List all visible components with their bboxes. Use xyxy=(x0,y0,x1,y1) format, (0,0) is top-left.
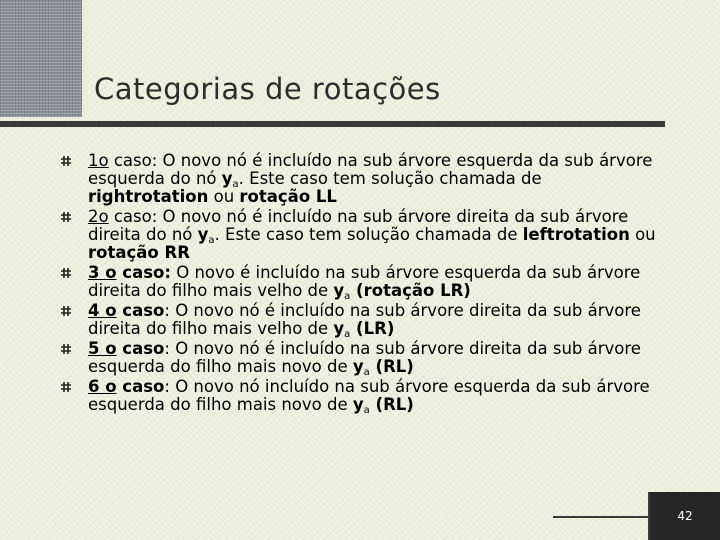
node-symbol: $y_a$ xyxy=(221,169,239,190)
rotation-name: (RL) xyxy=(369,357,414,376)
case-text: : O novo nó é incluído na sub árvore direita da sub árvore direita do filho mais velho de xyxy=(88,301,641,338)
case-text: : O novo nó é incluído na sub árvore direita da sub árvore direita do nó xyxy=(88,207,629,244)
rotation-name: (rotação LR) xyxy=(350,281,471,300)
bullet-item-case-6 xyxy=(60,378,660,414)
case-text: : O novo nó é incluído na sub árvore esquerda da sub árvore esquerda do nó xyxy=(88,151,653,188)
node-symbol: $y_a$ xyxy=(333,319,351,340)
bullet-list xyxy=(60,152,660,416)
case-label: caso xyxy=(116,377,165,396)
footer-rule xyxy=(553,516,648,518)
case-label: caso xyxy=(108,151,152,170)
hash-bullet-icon xyxy=(60,343,72,355)
node-symbol: $y_a$ xyxy=(352,357,370,378)
hash-bullet-icon xyxy=(60,211,72,223)
bullet-item-case-2 xyxy=(60,208,660,262)
case-label: caso xyxy=(108,207,152,226)
hash-bullet-icon xyxy=(60,305,72,317)
case-text: . Este caso tem solução chamada de xyxy=(238,169,542,188)
case-text: ou xyxy=(629,225,656,244)
node-symbol: $y_a$ xyxy=(352,395,370,416)
case-number: 5 o xyxy=(88,339,117,358)
case-label: caso xyxy=(116,339,165,358)
case-text: O novo é incluído na sub árvore esquerda da sub árvore direita do filho mais velho de xyxy=(88,263,641,300)
case-number: 1o xyxy=(88,151,109,170)
title-divider xyxy=(0,121,665,127)
case-number: 2o xyxy=(88,207,109,226)
slide-title: Categorias de rotações xyxy=(94,72,441,106)
bullet-item-case-4 xyxy=(60,302,660,338)
node-symbol: $y_a$ xyxy=(333,281,351,302)
case-text: : O novo nó é incluído na sub árvore direita da sub árvore esquerda do filho mais novo de xyxy=(88,339,641,376)
rotation-name: (RL) xyxy=(369,395,414,414)
hash-bullet-icon xyxy=(60,155,72,167)
case-number: 6 o xyxy=(88,377,117,396)
case-number: 4 o xyxy=(88,301,117,320)
rotation-name: leftrotation xyxy=(522,225,630,244)
page-number: 42 xyxy=(650,492,720,540)
hash-bullet-icon xyxy=(60,267,72,279)
node-symbol: $y_a$ xyxy=(197,225,215,246)
case-text: : O novo nó incluído na sub árvore esquerda da sub árvore esquerda do filho mais novo de xyxy=(88,377,650,414)
rotation-name: rotação LL xyxy=(239,187,337,206)
rotation-name: (LR) xyxy=(350,319,395,338)
rotation-name: rightrotation xyxy=(88,187,209,206)
bullet-item-case-1 xyxy=(60,152,660,206)
rotation-name: rotação RR xyxy=(88,243,190,262)
bullet-item-case-3 xyxy=(60,264,660,300)
corner-decoration xyxy=(0,0,82,117)
case-text: . Este caso tem solução chamada de xyxy=(214,225,523,244)
case-label: caso xyxy=(116,301,165,320)
bullet-item-case-5 xyxy=(60,340,660,376)
case-label: caso: xyxy=(116,263,171,282)
case-text: ou xyxy=(208,187,240,206)
hash-bullet-icon xyxy=(60,381,72,393)
case-number: 3 o xyxy=(88,263,117,282)
